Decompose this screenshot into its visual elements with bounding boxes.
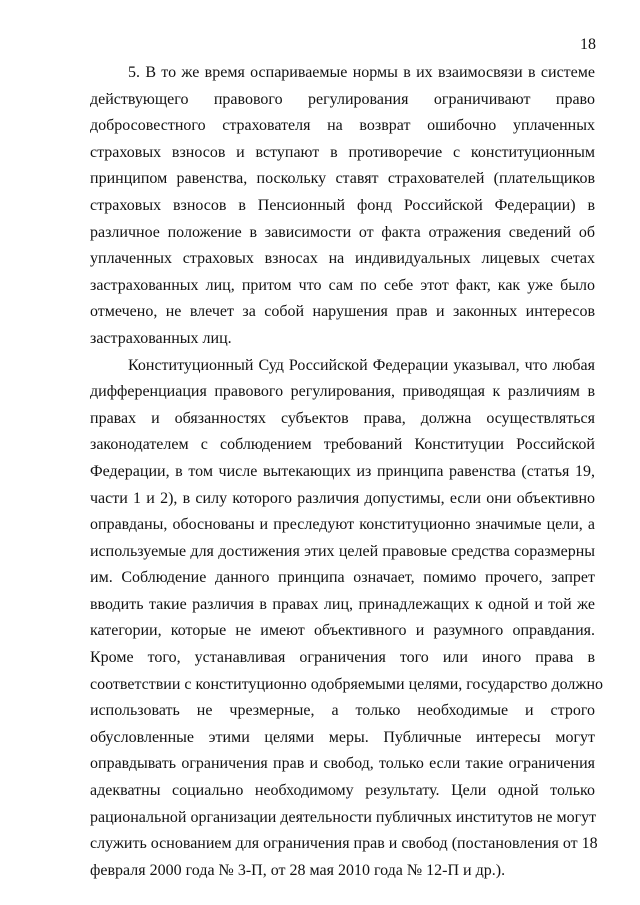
text-line: различное положение в зависимости от факта отражения сведений об bbox=[90, 223, 595, 241]
text-line: вводить такие различия в правах лиц, принадлежащих к одной и той же bbox=[90, 595, 595, 613]
text-line: Конституционный Суд Российской Федерации указывал, что любая bbox=[128, 356, 595, 374]
page-number: 18 bbox=[580, 36, 596, 53]
text-line: использовать не чрезмерные, а только необходимые и строго bbox=[90, 702, 595, 720]
text-line: застрахованных лиц, притом что сам по себе этот факт, как уже было bbox=[90, 276, 595, 294]
text-line: отмечено, не влечет за собой нарушения прав и законных интересов bbox=[90, 303, 595, 321]
text-line: законодателем с соблюдением требований Конституции Российской bbox=[90, 436, 595, 454]
text-line: принципом равенства, поскольку ставят страхователей (плательщиков bbox=[90, 170, 595, 188]
text-line: страховых взносов и вступают в противоречие с конституционным bbox=[90, 143, 595, 161]
document-body bbox=[90, 60, 604, 884]
text-line: используемые для достижения этих целей правовые средства соразмерны bbox=[90, 542, 595, 560]
text-line: Федерации, в том числе вытекающих из принципа равенства (статья 19, bbox=[90, 462, 595, 480]
text-line: рациональной организации деятельности публичных институтов не могут bbox=[90, 808, 597, 826]
text-line: адекватны социально необходимому результату. Цели одной только bbox=[90, 782, 595, 800]
text-line: категории, которые не имеют объективного и разумного оправдания. bbox=[90, 622, 595, 640]
paragraph bbox=[90, 353, 604, 885]
paragraph bbox=[90, 60, 595, 353]
text-line: обусловленные этими целями меры. Публичные интересы могут bbox=[90, 728, 595, 746]
text-line: Кроме того, устанавливая ограничения того или иного права в bbox=[90, 649, 595, 667]
text-line: оправданы, обоснованы и преследуют конституционно значимые цели, а bbox=[90, 516, 595, 534]
text-line: правах и обязанностях субъектов права, должна осуществляться bbox=[90, 409, 595, 427]
text-line: уплаченных страховых взносах на индивидуальных лицевых счетах bbox=[90, 250, 595, 268]
text-line: оправдывать ограничения прав и свобод, только если такие ограничения bbox=[90, 755, 595, 773]
text-line: действующего правового регулирования ограничивают право bbox=[90, 90, 595, 108]
text-line: застрахованных лиц. bbox=[90, 329, 232, 347]
text-line: страховых взносов в Пенсионный фонд Российской Федерации) в bbox=[90, 196, 595, 214]
text-line: служить основанием для ограничения прав и свобод (постановления от 18 bbox=[90, 835, 598, 853]
text-line: 5. В то же время оспариваемые нормы в их взаимосвязи в системе bbox=[128, 64, 595, 81]
text-line: им. Соблюдение данного принципа означает, помимо прочего, запрет bbox=[90, 569, 595, 587]
text-line: дифференциация правового регулирования, приводящая к различиям в bbox=[90, 383, 595, 401]
text-line: добросовестного страхователя на возврат ошибочно уплаченных bbox=[90, 117, 595, 135]
text-line: части 1 и 2), в силу которого различия допустимы, если они объективно bbox=[90, 489, 595, 507]
text-line: февраля 2000 года № 3-П, от 28 мая 2010 года № 12-П и др.). bbox=[90, 861, 506, 879]
text-line: соответствии с конституционно одобряемыми целями, государство должно bbox=[90, 675, 604, 693]
